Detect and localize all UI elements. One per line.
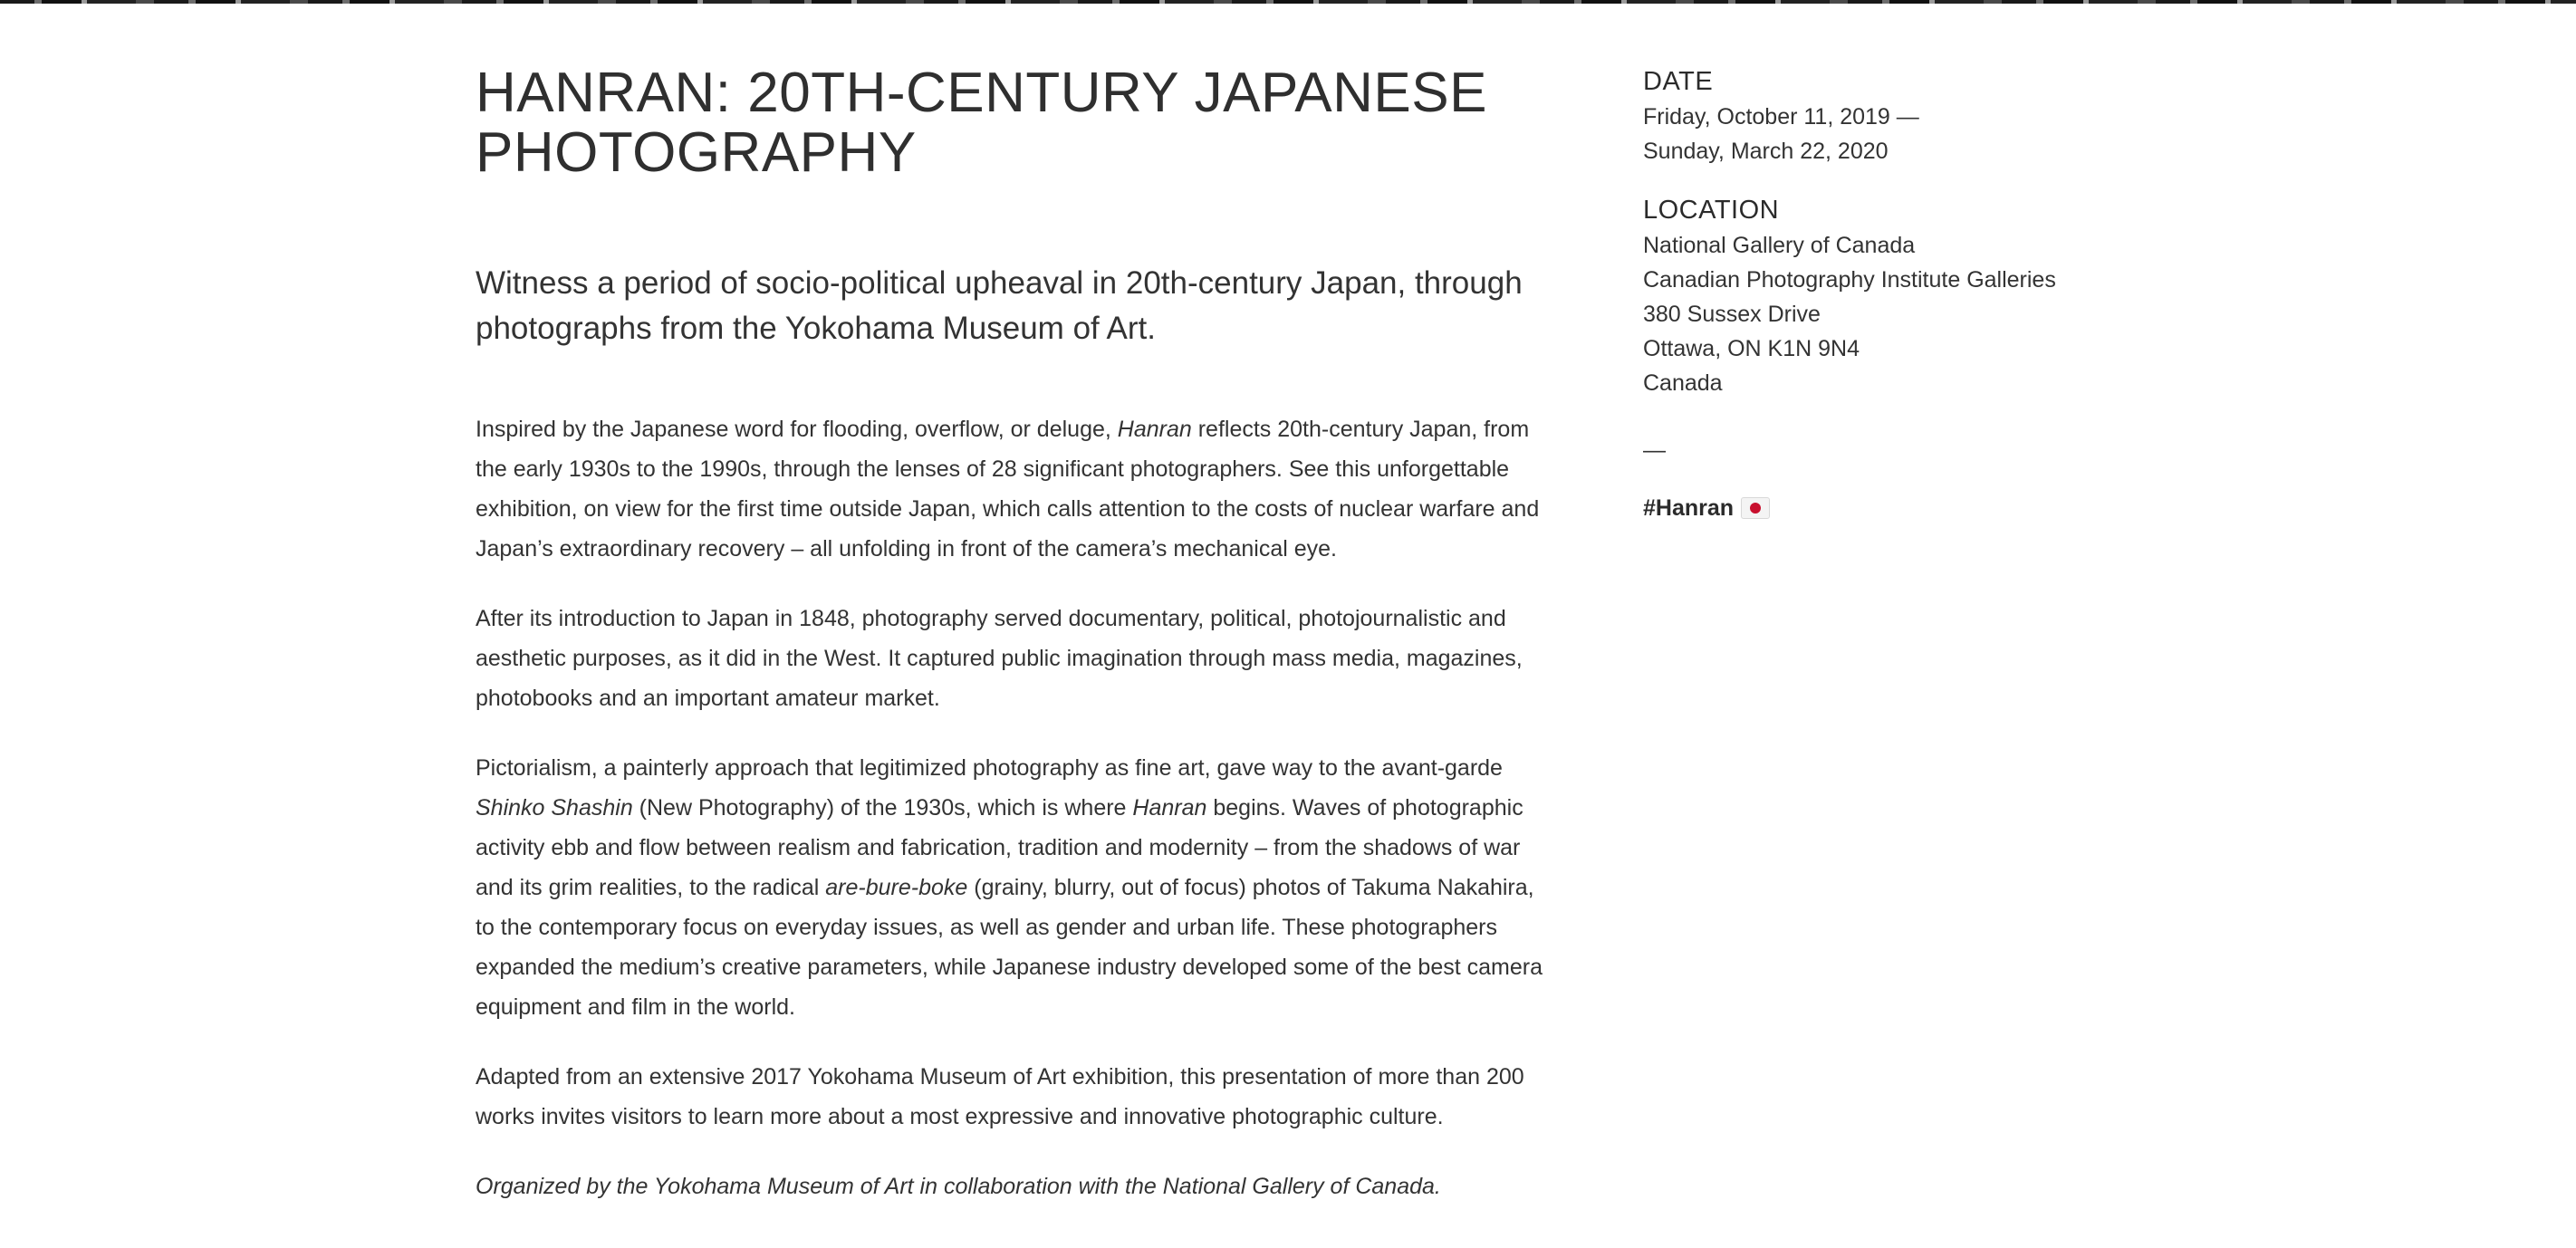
sidebar-separator: — [1643,437,1666,463]
description-paragraph: Adapted from an extensive 2017 Yokohama Museum of Art exhibition, this presentation of more than 200 works invites visitors to learn more about a most expressive and innovative photographic culture. [476,1064,1524,1129]
page-title: HANRAN: 20TH-CENTURY JAPANESE PHOTOGRAPHY [476,62,1487,184]
date-end: Sunday, March 22, 2020 [1643,139,1889,164]
location-block [1643,192,2150,400]
description-paragraph: Inspired by the Japanese word for flooding, overflow, or deluge, Hanran reflects 20th-century Japan, from the early 1930s to the 1990s, through the lenses of 28 significant photographers. See this unforgettable exhibition, on view for the first time outside Japan, which calls attention to the costs of nuclear warfare and Japan’s extraordinary recovery – all unfolding in front of the camera’s mechanical eye. [476,417,1540,562]
exhibition-main [476,63,1553,1236]
exhibition-sidebar [1643,63,2150,525]
hashtag-text: #Hanran [1643,495,1735,521]
date-heading: DATE [1643,67,1714,96]
location-heading: LOCATION [1643,196,1780,225]
japan-flag-icon [1741,497,1770,519]
hashtag [1643,491,2150,525]
description-paragraph: Pictorialism, a painterly approach that legitimized photography as fine art, gave way to the avant-garde Shinko Shashin (New Photography) of the 1930s, which is where Hanran begins. Waves of photographic activity ebb and flow between realism and fabrication, tradition and modernity – from the shadows of war and its grim realities, to the radical are-bure-boke (grainy, blurry, out of focus) photos of Takuma Nakahira, to the contemporary focus on everyday issues, as well as gender and urban life. These photographers expanded the medium’s creative parameters, while Japanese industry developed some of the best camera equipment and film in the world. [476,755,1543,1020]
header-image-strip [0,0,2576,4]
address-line: Ottawa, ON K1N 9N4 [1643,336,1860,361]
address-line: Canada [1643,370,1723,396]
exhibition-description [476,409,1553,1206]
location-address [1643,228,2150,400]
date-range [1643,100,2150,168]
address-line: 380 Sussex Drive [1643,302,1821,327]
address-line: Canadian Photography Institute Galleries [1643,267,2056,293]
organizer-credit: Organized by the Yokohama Museum of Art in collaboration with the National Gallery of Canada. [476,1174,1441,1199]
date-start: Friday, October 11, 2019 — [1643,104,1919,130]
exhibition-lede: Witness a period of socio-political upheaval in 20th-century Japan, through photographs from the Yokohama Museum of Art. [476,265,1523,346]
address-line: National Gallery of Canada [1643,233,1916,258]
description-paragraph: After its introduction to Japan in 1848, photography served documentary, political, photojournalistic and aesthetic purposes, as it did in the West. It captured public imagination through mass media, magazines, photobooks and an important amateur market. [476,606,1523,711]
